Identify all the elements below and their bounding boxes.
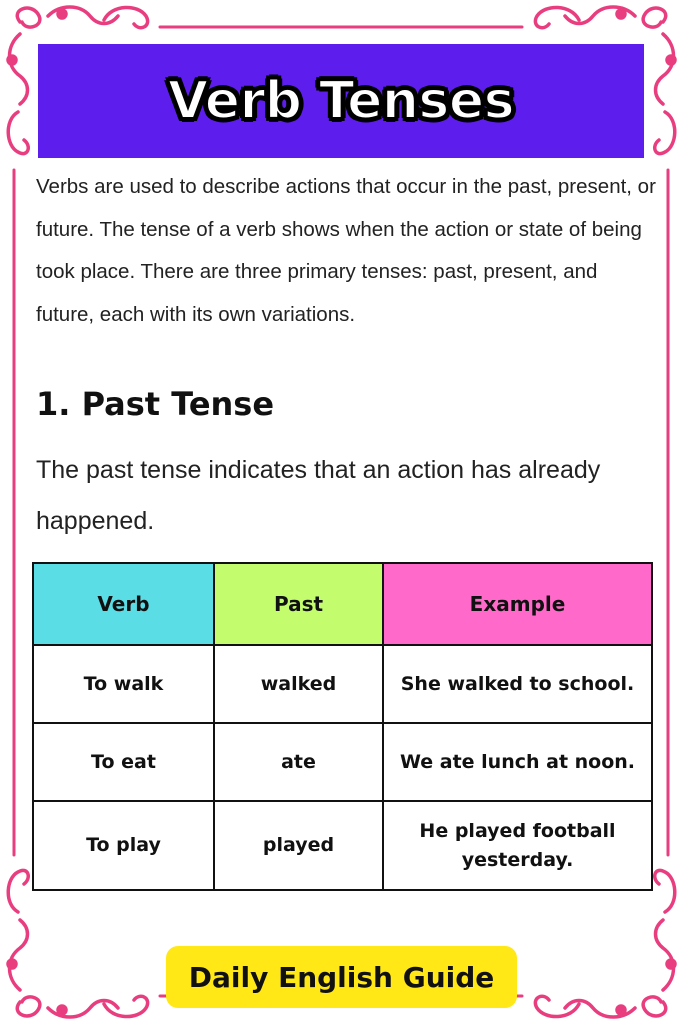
intro-paragraph: Verbs are used to describe actions that occur in the past, present, or future. The tense of a verb shows when the action or state of being took place. There are three primary tenses: past, present, and future, each with its own variations. [36, 175, 656, 326]
cell-example: She walked to school. [383, 645, 652, 723]
cell-verb: To eat [33, 723, 214, 801]
footer-badge [166, 946, 517, 1008]
header-past: Past [214, 563, 383, 645]
corner-flourish-bottom-right [535, 870, 675, 1017]
cell-past: played [214, 801, 383, 890]
cell-past: ate [214, 723, 383, 801]
table-row [33, 645, 652, 723]
cell-verb: To walk [33, 645, 214, 723]
section-heading: 1. Past Tense [36, 385, 275, 423]
header-verb: Verb [33, 563, 214, 645]
page-title: Verb Tenses [167, 71, 515, 131]
footer-brand: Daily English Guide [188, 960, 495, 994]
title-banner [38, 44, 644, 158]
table-row [33, 801, 652, 890]
table-header-row [33, 563, 652, 645]
cell-verb: To play [33, 801, 214, 890]
header-example: Example [383, 563, 652, 645]
table-row [33, 723, 652, 801]
cell-example: He played football yesterday. [383, 801, 652, 890]
corner-flourish-bottom-left [8, 870, 148, 1017]
cell-example: We ate lunch at noon. [383, 723, 652, 801]
cell-past: walked [214, 645, 383, 723]
section-description: The past tense indicates that an action has already happened. [36, 456, 601, 535]
past-tense-table [32, 562, 653, 891]
